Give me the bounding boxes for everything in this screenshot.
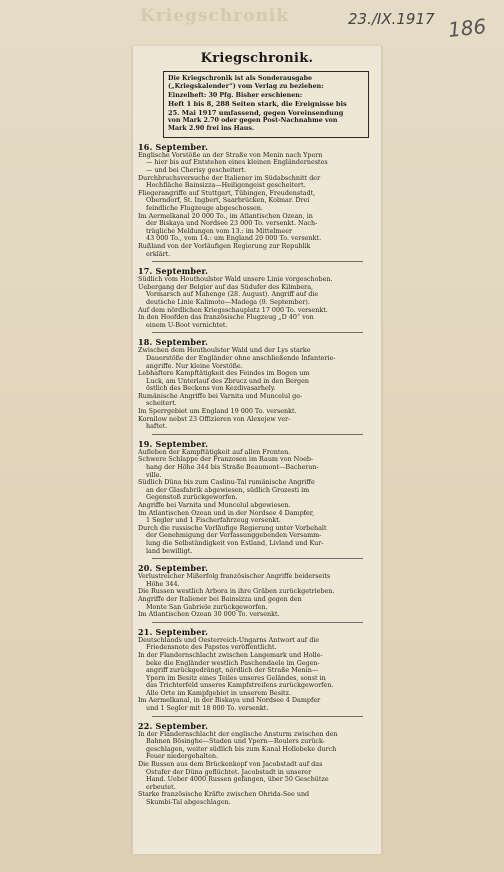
entry-line: Die Russen aus dem Brückenkopf von Jacobstadt auf das [138, 760, 323, 769]
entry-date: 22. September. [138, 720, 209, 731]
entry-line: das Trichterfeld unseres Kampfstreifens zurückgeworfen. [146, 681, 334, 690]
entry-line: Uebergang der Belgier auf das Südufer des Kilmbera, [138, 282, 314, 291]
entry-line: Englische Vorstöße an der Straße von Menin nach Ypern [138, 150, 323, 159]
entry-line: Gegenstoß zurückgeworfen. [146, 493, 238, 502]
entry-line: In den Hoofden das französische Flugzeug „D 40“ von [138, 313, 314, 322]
entry-date: 17. September. [138, 266, 209, 277]
entry-line: hang der Höhe 344 bis Straße Beaumont—Bacheran- [146, 463, 319, 472]
entry-line: Die Russen westlich Arbora in ihre Gräben zurückgetrieben. [138, 587, 335, 596]
info-box-line: von Mark 2.70 oder gegen Post-Nachnahme von [168, 117, 338, 125]
chronicle-entry [138, 439, 377, 555]
entry-line: Oberndorf, St. Ingbert, Saarbrücken, Kolmar. Drei [146, 196, 310, 205]
entry-line: scheitert. [146, 399, 177, 408]
entry-line: östlich des Beckens von Kezdivasarhely. [146, 384, 276, 393]
entry-line: angriff zurückgedrängt, nördlich der Straße Menin— [146, 666, 319, 675]
info-box-line: 25. Mai 1917 umfassend, gegen Voreinsendung [168, 108, 344, 117]
chronicle-entry [138, 337, 377, 431]
entry-line: Angriffe bei Varnita und Muncelul abgewiesen. [138, 501, 291, 509]
chronicle-entries [133, 142, 381, 807]
entry-line: Durchbruchsversuche der Italiener im Südabschnitt der [138, 173, 321, 182]
entry-line: Im Sperrgebiet um England 19 000 To. versenkt. [138, 407, 297, 416]
entry-date: 19. September. [138, 438, 209, 449]
entry-divider [152, 716, 363, 717]
handwritten-date: 23./IX.1917 [348, 10, 435, 28]
entry-divider [152, 261, 363, 262]
info-box-line: Die Kriegschronik ist als Sonderausgabe [168, 75, 313, 82]
info-box-line: Einzelheft: 30 Pfg. Bisher erschienen: [168, 91, 303, 99]
entry-line: In der Flandernschlacht zwischen Langemark und Holle- [138, 650, 323, 659]
entry-line: Dauerstöße der Engländer ohne anschließende Infanterie- [146, 353, 336, 362]
newspaper-clipping [132, 46, 382, 854]
entry-line: erbeutet. [146, 782, 176, 791]
entry-date: 18. September. [138, 337, 209, 348]
entry-line: Bahnen Bösinghe—Staden und Ypern—Roulers zurück- [146, 737, 325, 746]
entry-line: Hochfläche Bainsizza—Heiligengeist gescheitert. [146, 181, 306, 190]
entry-line: Im Aermelkanal, in der Biskaya und Nordsee 4 Dampfer [138, 696, 321, 705]
chronicle-entry [138, 721, 377, 807]
entry-line: 1 Segler und 1 Fischerfahrzeug versenkt. [146, 516, 281, 525]
entry-line: Friedensnote des Papstes veröffentlicht. [146, 643, 277, 652]
entry-line: land bewilligt. [146, 546, 193, 555]
entry-line: 43 000 To., vom 14.: um England 20 000 To. versenkt. [146, 234, 322, 243]
entry-line: Kornilow nebst 23 Offizieren von Alexejew ver- [138, 414, 291, 423]
entry-line: Höhe 344. [146, 579, 180, 588]
entry-divider [152, 622, 363, 623]
entry-line: trägliche Meldungen vom 13.: im Mittelmeer [146, 226, 293, 235]
entry-line: Südlich vom Houthoulster Wald unsere Linie vorgeschoben. [138, 275, 333, 284]
entry-date: 16. September. [138, 141, 209, 152]
entry-line: deutsche Linie Kalimoto—Madega (9. September). [146, 297, 310, 306]
entry-line: Deutschlands und Oesterreich-Ungarns Antwort auf die [138, 635, 320, 644]
chronicle-entry [138, 142, 377, 258]
chronicle-entry [138, 266, 377, 329]
entry-line: angriffe. Nur kleine Vorstöße. [146, 361, 243, 370]
entry-line: Im Atlantischen Ozean 30 000 To. versenkt. [138, 610, 280, 619]
entry-line: ville. [146, 470, 162, 479]
chronicle-entry [138, 627, 377, 713]
entry-line: geschlagen, weiter südlich bis zum Kanal Hollebeke durch [146, 744, 337, 753]
info-box-line: Mark 2.90 frei ins Haus. [168, 125, 255, 133]
info-box-line: Heft 1 bis 8, 288 Seiten stark, die Ereignisse bis [168, 100, 347, 109]
entry-line: lung die Selbständigkeit von Estland, Livland und Kur- [146, 538, 324, 547]
entry-line: Monte San Gabriele zurückgeworfen. [146, 602, 268, 611]
info-box [163, 71, 369, 138]
entry-line: feindliche Flugzeuge abgeschossen. [146, 204, 263, 212]
entry-date: 20. September. [138, 563, 209, 574]
entry-line: Südlich Düna bis zum Caslinu-Tal rumänische Angriffe [138, 478, 315, 487]
entry-line: beke die Engländer westlich Paschendaele im Gegen- [146, 658, 320, 667]
entry-line: Ypern im Besitz eines Teiles unseres Geländes, sonst in [146, 673, 326, 682]
entry-line: erklärt. [146, 249, 171, 258]
entry-line: und 1 Segler mit 18 000 To. versenkt. [146, 704, 269, 713]
entry-line: Ostufer der Düna geflüchtet. Jacobstadt in unserer [146, 767, 312, 776]
entry-line: Fliegerangriffe auf Stuttgart, Tübingen, Freudenstadt, [138, 188, 316, 197]
entry-line: Auf dem nördlichen Kriegsschauplatz 17 000 To. versenkt. [138, 305, 328, 314]
entry-line: Aufleben der Kampftätigkeit auf allen Fronten. [138, 447, 291, 456]
info-box-line: („Kriegskalender“) vom Verlag zu beziehen: [168, 83, 324, 91]
entry-line: Skumbi-Tal abgeschlagen. [146, 798, 231, 806]
entry-line: Vormarsch auf Mahenge (28. August). Angriff auf die [146, 290, 319, 299]
entry-line: haftet. [146, 422, 168, 431]
entry-line: Im Aermelkanal 20 000 To., im Atlantischen Ozean, in [138, 211, 313, 220]
entry-line: der Biskaya und Nordsee 23 000 To. versenkt. Nach- [146, 219, 318, 228]
entry-divider [152, 434, 363, 435]
entry-line: Schwere Schlappe der Franzosen im Raum von Noeb- [138, 455, 314, 464]
bleed-through-header: Kriegschronik [140, 6, 290, 26]
entry-line: Angriffe der Italiener bei Bainsizza und gegen den [138, 594, 302, 603]
entry-line: Rußland von der Vorläufigen Regierung zur Republik [138, 241, 311, 250]
entry-line: Starke französische Kräfte zwischen Ohrida-See und [138, 790, 310, 799]
entry-line: einem U-Boot vernichtet. [146, 320, 228, 329]
entry-line: Feuer niedergehalten. [146, 752, 219, 761]
entry-line: an der Glasfabrik abgewiesen, südlich Grozesti im [146, 485, 310, 494]
entry-line: Im Atlantischen Ozean und in der Nordsee 4 Dampfer, [138, 508, 315, 517]
entry-line: In der Flandernschlacht der englische Ansturm zwischen den [138, 729, 338, 738]
entry-line: Hand. Ueber 4000 Russen gefangen, über 50 Geschütze [146, 775, 329, 784]
entry-line: Luck, am Unterlauf des Zbrucz und in den Bergen [146, 376, 309, 385]
entry-line: — hier bis auf Entstehen eines kleinen Engländernestes [146, 158, 328, 167]
entry-line: Rumänische Angriffe bei Varnita und Muncelul ge- [138, 391, 303, 400]
entry-line: Zwischen dem Houthoulster Wald und der Lys starke [138, 346, 311, 355]
entry-divider [152, 558, 363, 559]
clipping-title: Kriegschronik. [200, 51, 314, 66]
chronicle-entry [138, 563, 377, 619]
entry-line: der Genehmigung der Verfassunggebenden Versamm- [146, 531, 322, 540]
entry-date: 21. September. [138, 626, 209, 637]
entry-line: Lebhaftere Kampftätigkeit des Feindes im Bogen um [138, 369, 310, 378]
entry-line: Verlustreicher Mißerfolg französischer Angriffe beiderseits [138, 572, 331, 581]
entry-line: Durch die russische Vorläufige Regierung unter Vorbehalt [138, 523, 327, 532]
entry-divider [152, 332, 363, 333]
entry-line: Alle Orte im Kampfgebiet in unserem Besitz. [146, 688, 291, 697]
handwritten-page-number: 186 [446, 14, 488, 42]
entry-line: — und bei Cherisy gescheitert. [146, 166, 247, 175]
